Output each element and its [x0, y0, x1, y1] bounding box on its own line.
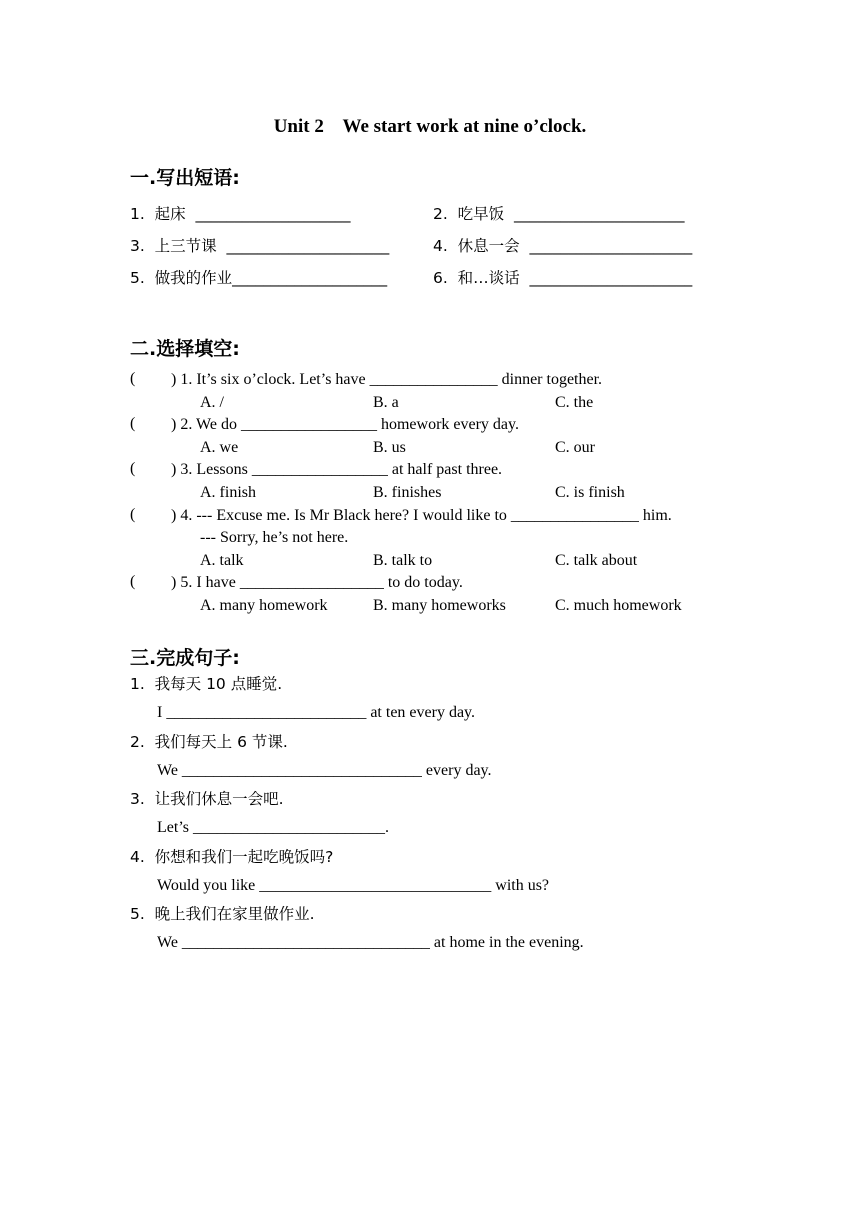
- option-a: A. finish: [200, 484, 256, 501]
- answer-paren[interactable]: (: [130, 573, 136, 590]
- sentence-prompt: 3. 让我们休息一会吧.: [130, 790, 284, 808]
- phrase-item: 2. 吃早饭 ______________________: [433, 205, 685, 223]
- option-b: B. finishes: [373, 484, 442, 501]
- option-a: A. many homework: [200, 597, 328, 614]
- sentence-prompt: 5. 晚上我们在家里做作业.: [130, 905, 315, 923]
- sentence-blank[interactable]: We _______________________________ at home in the evening.: [157, 934, 584, 951]
- phrase-item: 1. 起床 ____________________: [130, 205, 351, 223]
- option-b: B. us: [373, 439, 406, 456]
- phrase-item: 6. 和…谈话 _____________________: [433, 269, 693, 287]
- option-c: C. the: [555, 394, 594, 411]
- sentence-blank[interactable]: Let’s ________________________.: [157, 819, 389, 836]
- sentence-blank[interactable]: I _________________________ at ten every day.: [157, 704, 476, 721]
- option-a: A. talk: [200, 552, 244, 569]
- option-b: B. a: [373, 394, 399, 411]
- option-b: B. talk to: [373, 552, 433, 569]
- answer-paren[interactable]: (: [130, 370, 136, 387]
- phrase-item: 3. 上三节课 _____________________: [130, 237, 390, 255]
- sentence-prompt: 4. 你想和我们一起吃晚饭吗?: [130, 848, 334, 866]
- sentence-blank[interactable]: We ______________________________ every day.: [157, 762, 492, 779]
- option-c: C. our: [555, 439, 595, 456]
- answer-paren[interactable]: (: [130, 506, 136, 523]
- question-stem: ) 4. --- Excuse me. Is Mr Black here? I would like to ________________ him.: [171, 507, 672, 524]
- sentence-blank[interactable]: Would you like _____________________________ with us?: [157, 877, 550, 894]
- sentence-prompt: 2. 我们每天上 6 节课.: [130, 733, 288, 751]
- option-a: A. we: [200, 439, 239, 456]
- phrase-item: 5. 做我的作业____________________: [130, 269, 388, 287]
- answer-paren[interactable]: (: [130, 415, 136, 432]
- question-stem: ) 5. I have __________________ to do today.: [171, 574, 463, 591]
- section3-heading: 三.完成句子:: [130, 647, 240, 669]
- sentence-prompt: 1. 我每天 10 点睡觉.: [130, 675, 283, 693]
- section2-heading: 二.选择填空:: [130, 338, 240, 360]
- answer-paren[interactable]: (: [130, 460, 136, 477]
- option-c: C. is finish: [555, 484, 625, 501]
- question-stem: ) 3. Lessons _________________ at half past three.: [171, 461, 503, 478]
- option-c: C. much homework: [555, 597, 682, 614]
- question-dialogue-reply: --- Sorry, he’s not here.: [200, 529, 349, 546]
- question-stem: ) 1. It’s six o’clock. Let’s have ________________ dinner together.: [171, 371, 603, 388]
- option-b: B. many homeworks: [373, 597, 506, 614]
- phrase-item: 4. 休息一会 _____________________: [433, 237, 693, 255]
- option-a: A. /: [200, 394, 224, 411]
- option-c: C. talk about: [555, 552, 638, 569]
- section1-heading: 一.写出短语:: [130, 167, 240, 189]
- page-title: Unit 2 We start work at nine o’clock.: [273, 116, 587, 137]
- question-stem: ) 2. We do _________________ homework every day.: [171, 416, 519, 433]
